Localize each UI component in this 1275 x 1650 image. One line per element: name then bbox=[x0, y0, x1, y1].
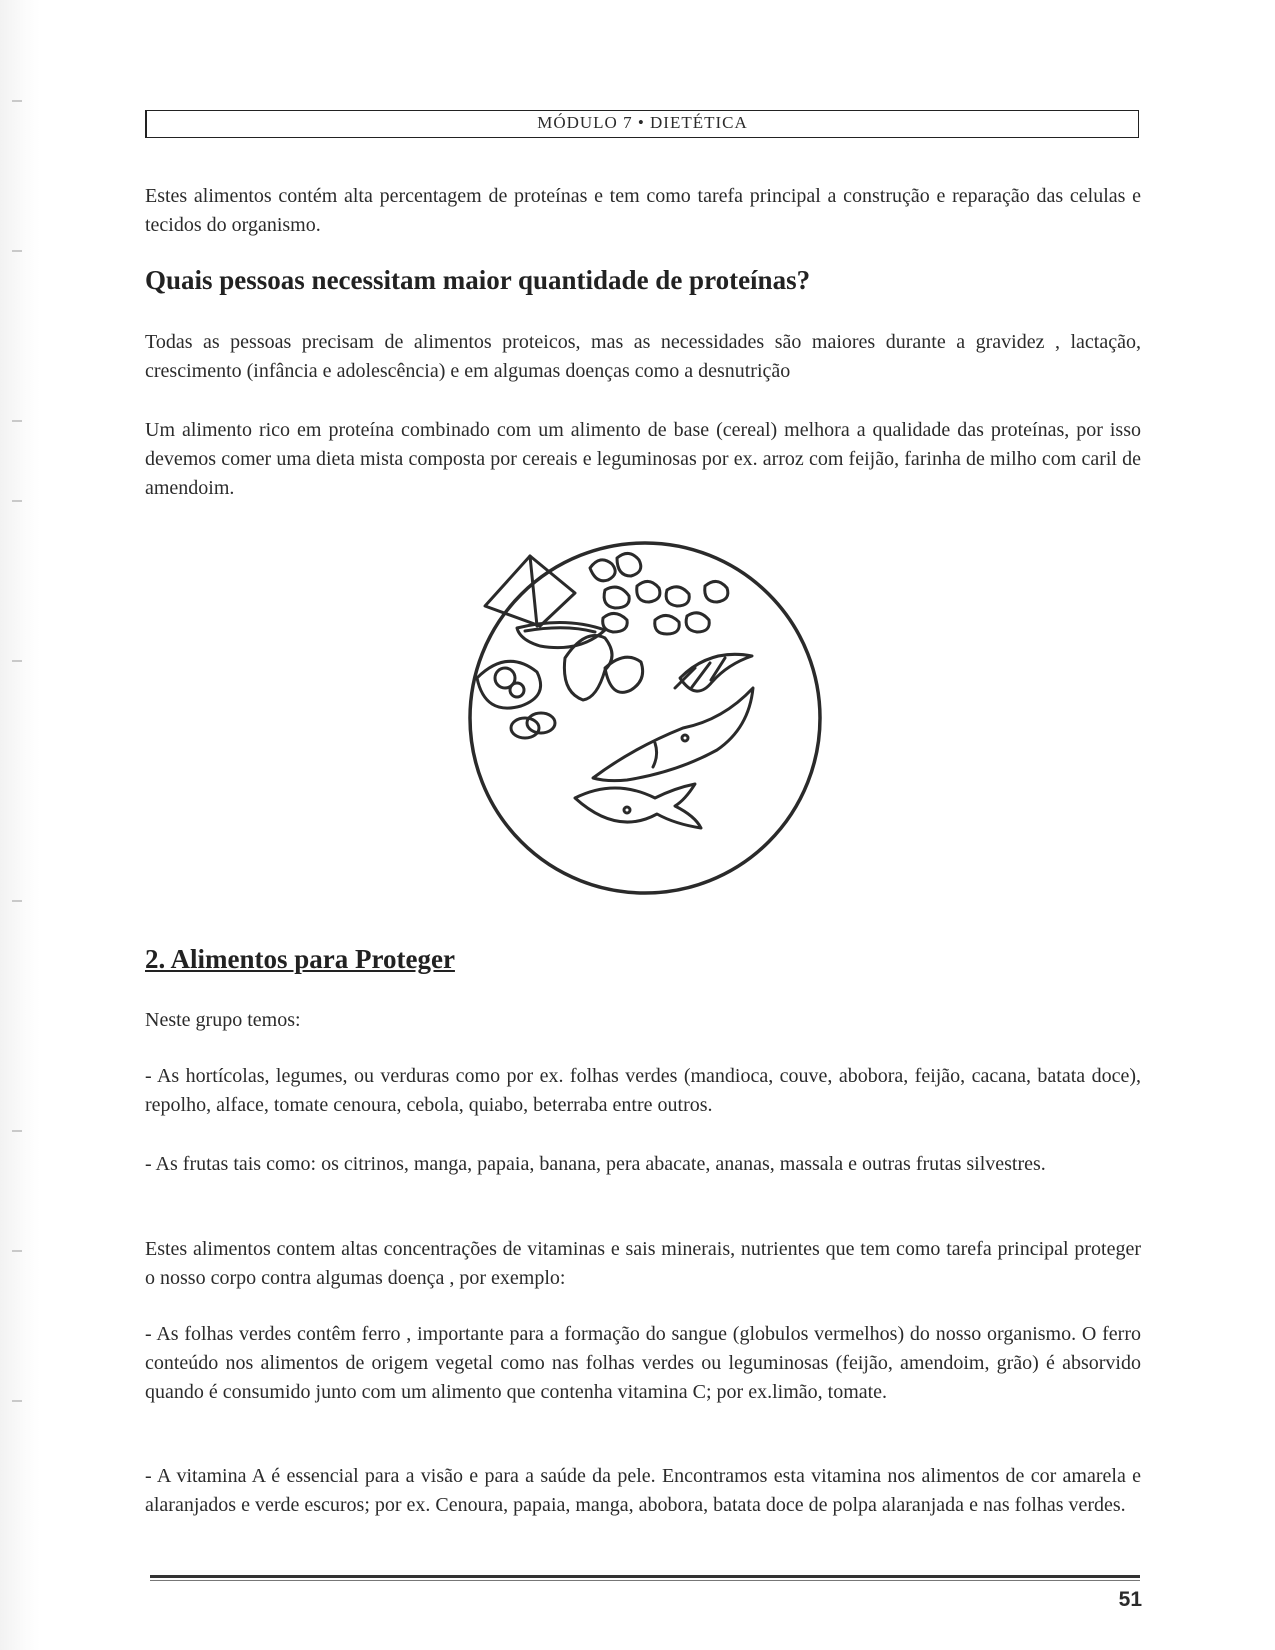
page-number: 51 bbox=[1118, 1588, 1142, 1611]
edge-mark bbox=[12, 500, 22, 502]
edge-mark bbox=[12, 1130, 22, 1132]
edge-mark bbox=[12, 250, 22, 252]
edge-mark bbox=[12, 1400, 22, 1402]
combination-paragraph: Um alimento rico em proteína combinado com um alimento de base (cereal) melhora a qualidade das proteínas, por isso devemos comer uma dieta mista composta por cereais e leguminosas por ex. arroz com feijão, farinha de milho com caril de amendoim. bbox=[145, 419, 1141, 499]
vitamin-a-paragraph: - A vitamina A é essencial para a visão e para a saúde da pele. Encontramos esta vitamina nos alimentos de cor amarela e alaranjados e verde escuros; por ex. Cenoura, papaia, manga, abobora, batata doce de polpa alaranjada e nas folhas verdes. bbox=[145, 1465, 1141, 1516]
edge-mark bbox=[12, 420, 22, 422]
section-2-heading: 2. Alimentos para Proteger bbox=[145, 944, 455, 974]
iron-paragraph: - As folhas verdes contêm ferro , importante para a formação do sangue (globulos vermelhos) do nosso organismo. O ferro conteúdo nos alimentos de origem vegetal como nas folhas verdes ou leguminosas (feijão, amendoim, grão) é absorvido quando é consumido junto com um alimento que contenha vitamina C; por ex.limão, tomate. bbox=[145, 1323, 1141, 1403]
edge-mark bbox=[12, 900, 22, 902]
fruits-paragraph: - As frutas tais como: os citrinos, manga, papaia, banana, pera abacate, ananas, massala e outras frutas silvestres. bbox=[145, 1153, 1046, 1175]
protein-foods-plate-illustration bbox=[455, 528, 835, 908]
module-header: MÓDULO 7 • DIETÉTICA bbox=[145, 110, 1139, 138]
edge-mark bbox=[12, 660, 22, 662]
section-2-intro: Neste grupo temos: bbox=[145, 1009, 301, 1031]
scan-edge bbox=[0, 0, 40, 1650]
edge-mark bbox=[12, 1250, 22, 1252]
edge-mark bbox=[12, 100, 22, 102]
needs-paragraph: Todas as pessoas precisam de alimentos proteicos, mas as necessidades são maiores durante a gravidez , lactação, crescimento (infância e adolescência) e em algumas doenças como a desnutrição bbox=[145, 331, 1141, 382]
footer-rule bbox=[150, 1575, 1140, 1578]
footer-rule-thin bbox=[150, 1580, 1140, 1581]
intro-paragraph: Estes alimentos contém alta percentagem de proteínas e tem como tarefa principal a construção e reparação das celulas e tecidos do organismo. bbox=[145, 185, 1141, 236]
vitamins-paragraph: Estes alimentos contem altas concentrações de vitaminas e sais minerais, nutrientes que tem como tarefa principal proteger o nosso corpo contra algumas doença , por exemplo: bbox=[145, 1238, 1141, 1289]
vegetables-paragraph: - As hortícolas, legumes, ou verduras como por ex. folhas verdes (mandioca, couve, abobora, feijão, cacana, batata doce), repolho, alface, tomate cenoura, cebola, quiabo, beterraba entre outros. bbox=[145, 1065, 1141, 1116]
protein-question-heading: Quais pessoas necessitam maior quantidade de proteínas? bbox=[145, 265, 811, 295]
